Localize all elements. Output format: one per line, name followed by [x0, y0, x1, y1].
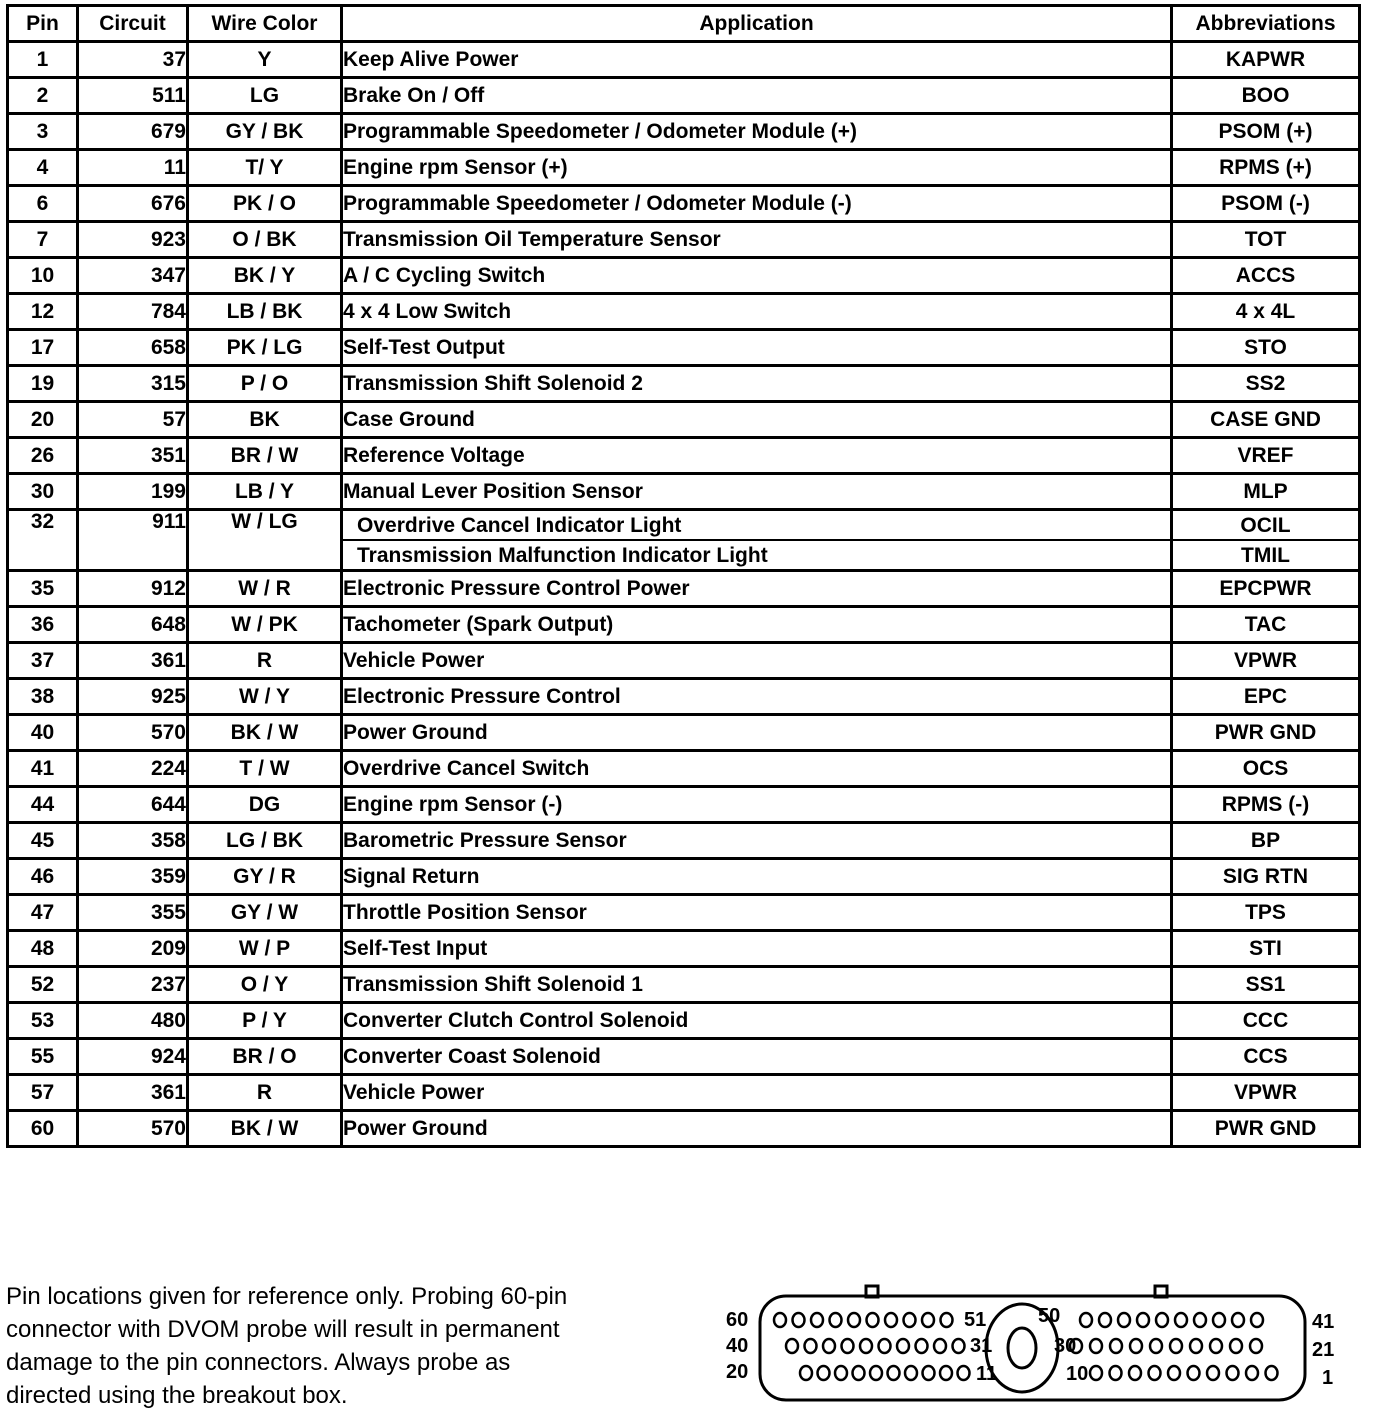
- pin-hole: [800, 1366, 812, 1380]
- wire-color-cell: LG / BK: [188, 823, 342, 859]
- table-row: [8, 967, 1360, 1003]
- wire-color-cell: W / LG: [188, 510, 342, 571]
- table-row: [8, 330, 1360, 366]
- abbreviation-cell: TOT: [1172, 222, 1360, 258]
- pin-hole: [934, 1339, 946, 1353]
- table-row: [8, 222, 1360, 258]
- circuit-cell: 924: [78, 1039, 188, 1075]
- abbreviation-cell: SS1: [1172, 967, 1360, 1003]
- pin-hole: [1227, 1366, 1239, 1380]
- wire-color-cell: PK / LG: [188, 330, 342, 366]
- svg-text:41: 41: [1312, 1311, 1335, 1333]
- circuit-cell: 199: [78, 474, 188, 510]
- wire-color-cell: GY / W: [188, 895, 342, 931]
- wire-color-cell: PK / O: [188, 186, 342, 222]
- circuit-cell: 224: [78, 751, 188, 787]
- pin-hole: [1110, 1366, 1122, 1380]
- pin-cell: 53: [8, 1003, 78, 1039]
- abbreviation-cell: SS2: [1172, 366, 1360, 402]
- application-cell: Self-Test Input: [342, 931, 1172, 967]
- pin-hole: [1099, 1313, 1111, 1327]
- pin-hole: [1130, 1339, 1142, 1353]
- table-row: [8, 1111, 1360, 1147]
- svg-text:11: 11: [976, 1363, 998, 1385]
- pinout-table: [6, 4, 1361, 1148]
- circuit-cell: 347: [78, 258, 188, 294]
- application-cell: Converter Clutch Control Solenoid: [342, 1003, 1172, 1039]
- application-cell: Tachometer (Spark Output): [342, 607, 1172, 643]
- pin-hole: [940, 1366, 952, 1380]
- circuit-cell: 480: [78, 1003, 188, 1039]
- wire-color-cell: O / Y: [188, 967, 342, 1003]
- pin-hole: [1266, 1366, 1278, 1380]
- header-application: Application: [342, 6, 1172, 42]
- wire-color-cell: W / R: [188, 571, 342, 607]
- table-row: [8, 679, 1360, 715]
- pin-hole: [1137, 1313, 1149, 1327]
- application-cell: Self-Test Output: [342, 330, 1172, 366]
- pin-hole: [958, 1366, 970, 1380]
- pin-hole: [823, 1339, 835, 1353]
- table-row: [8, 643, 1360, 679]
- wire-color-cell: LG: [188, 78, 342, 114]
- pin-hole: [905, 1366, 917, 1380]
- abbreviation-cell: CASE GND: [1172, 402, 1360, 438]
- pin-hole: [870, 1366, 882, 1380]
- circuit-cell: 315: [78, 366, 188, 402]
- pin-hole: [805, 1339, 817, 1353]
- pin-hole: [904, 1313, 916, 1327]
- pin-hole: [1168, 1366, 1180, 1380]
- table-row: [8, 931, 1360, 967]
- pin-hole: [1175, 1313, 1187, 1327]
- table-row: [8, 78, 1360, 114]
- header-row: [8, 6, 1360, 42]
- pin-cell: 38: [8, 679, 78, 715]
- wire-color-cell: T / W: [188, 751, 342, 787]
- circuit-cell: 923: [78, 222, 188, 258]
- abbreviation-cell: TAC: [1172, 607, 1360, 643]
- wire-color-cell: W / PK: [188, 607, 342, 643]
- abbreviation-cell: CCC: [1172, 1003, 1360, 1039]
- wire-color-cell: T/ Y: [188, 150, 342, 186]
- abbreviation-cell: TPS: [1172, 895, 1360, 931]
- abbreviation-cell: STO: [1172, 330, 1360, 366]
- header-pin: Pin: [8, 6, 78, 42]
- note-line: connector with DVOM probe will result in permanent: [6, 1316, 560, 1343]
- pin-hole: [1213, 1313, 1225, 1327]
- application-cell: Converter Coast Solenoid: [342, 1039, 1172, 1075]
- wire-color-cell: O / BK: [188, 222, 342, 258]
- pin-hole: [818, 1366, 830, 1380]
- abbreviation-cell: [1172, 510, 1360, 571]
- pin-hole: [848, 1313, 860, 1327]
- table-row: [8, 258, 1360, 294]
- circuit-cell: 11: [78, 150, 188, 186]
- circuit-cell: 648: [78, 607, 188, 643]
- application-cell: Engine rpm Sensor (-): [342, 787, 1172, 823]
- application-cell: Engine rpm Sensor (+): [342, 150, 1172, 186]
- svg-text:60: 60: [726, 1309, 749, 1331]
- pin-hole: [1090, 1366, 1102, 1380]
- pin-hole: [1149, 1366, 1161, 1380]
- pin-cell: 48: [8, 931, 78, 967]
- circuit-cell: 912: [78, 571, 188, 607]
- table-row: [8, 150, 1360, 186]
- pin-hole: [1232, 1313, 1244, 1327]
- abbreviation-cell: SIG RTN: [1172, 859, 1360, 895]
- wire-color-cell: LB / Y: [188, 474, 342, 510]
- svg-text:10: 10: [1066, 1363, 1089, 1385]
- pin-hole: [842, 1339, 854, 1353]
- wire-color-cell: BK / W: [188, 1111, 342, 1147]
- application-cell: A / C Cycling Switch: [342, 258, 1172, 294]
- application-cell: 4 x 4 Low Switch: [342, 294, 1172, 330]
- application-cell: Reference Voltage: [342, 438, 1172, 474]
- circuit-cell: 359: [78, 859, 188, 895]
- pin-hole: [774, 1313, 786, 1327]
- pin-hole: [941, 1313, 953, 1327]
- table-row: [8, 402, 1360, 438]
- abbreviation-cell: PWR GND: [1172, 715, 1360, 751]
- pin-hole: [830, 1313, 842, 1327]
- circuit-cell: 570: [78, 1111, 188, 1147]
- wire-color-cell: BK: [188, 402, 342, 438]
- svg-text:21: 21: [1312, 1339, 1335, 1361]
- circuit-cell: 676: [78, 186, 188, 222]
- pin-hole: [786, 1339, 798, 1353]
- pin-cell: 6: [8, 186, 78, 222]
- abbreviation-cell: ACCS: [1172, 258, 1360, 294]
- application-line: Overdrive Cancel Indicator Light: [357, 513, 682, 537]
- table-row: [8, 366, 1360, 402]
- circuit-cell: 658: [78, 330, 188, 366]
- pin-hole: [1210, 1339, 1222, 1353]
- application-cell: Barometric Pressure Sensor: [342, 823, 1172, 859]
- table-row: [8, 715, 1360, 751]
- pin-hole: [879, 1339, 891, 1353]
- circuit-cell: 358: [78, 823, 188, 859]
- pin-cell: 46: [8, 859, 78, 895]
- pin-cell: 19: [8, 366, 78, 402]
- pin-cell: 44: [8, 787, 78, 823]
- wire-color-cell: LB / BK: [188, 294, 342, 330]
- pin-hole: [1190, 1339, 1202, 1353]
- circuit-cell: 644: [78, 787, 188, 823]
- circuit-cell: 784: [78, 294, 188, 330]
- note-line: damage to the pin connectors. Always probe as: [6, 1349, 511, 1376]
- wire-color-cell: W / P: [188, 931, 342, 967]
- pin-hole: [1207, 1366, 1219, 1380]
- pin-cell: 47: [8, 895, 78, 931]
- application-cell: Power Ground: [342, 1111, 1172, 1147]
- abbreviation-cell: VPWR: [1172, 643, 1360, 679]
- pin-cell: 26: [8, 438, 78, 474]
- application-cell: Brake On / Off: [342, 78, 1172, 114]
- circuit-cell: 57: [78, 402, 188, 438]
- pin-cell: 20: [8, 402, 78, 438]
- abbreviation-cell: 4 x 4L: [1172, 294, 1360, 330]
- abbreviation-cell: STI: [1172, 931, 1360, 967]
- abbreviation-cell: VREF: [1172, 438, 1360, 474]
- abbreviation-cell: EPC: [1172, 679, 1360, 715]
- table-row: [8, 1003, 1360, 1039]
- pin-cell: 7: [8, 222, 78, 258]
- header-circuit: Circuit: [78, 6, 188, 42]
- table-row: [8, 823, 1360, 859]
- pin-hole: [1230, 1339, 1242, 1353]
- abbreviation-cell: EPCPWR: [1172, 571, 1360, 607]
- pin-cell: 40: [8, 715, 78, 751]
- svg-text:31: 31: [970, 1335, 993, 1357]
- application-cell: Transmission Shift Solenoid 1: [342, 967, 1172, 1003]
- header-wire-color: Wire Color: [188, 6, 342, 42]
- wire-color-cell: DG: [188, 787, 342, 823]
- pin-cell: 2: [8, 78, 78, 114]
- application-cell: Programmable Speedometer / Odometer Module (-): [342, 186, 1172, 222]
- svg-text:30: 30: [1054, 1335, 1077, 1357]
- table-row: [8, 294, 1360, 330]
- pin-hole: [793, 1313, 805, 1327]
- application-cell: Programmable Speedometer / Odometer Module (+): [342, 114, 1172, 150]
- pin-hole: [1251, 1313, 1263, 1327]
- pin-hole: [860, 1339, 872, 1353]
- pin-cell: 4: [8, 150, 78, 186]
- application-cell: Power Ground: [342, 715, 1172, 751]
- svg-text:40: 40: [726, 1335, 749, 1357]
- application-cell: [342, 510, 1172, 571]
- circuit-cell: 511: [78, 78, 188, 114]
- abbreviation-cell: VPWR: [1172, 1075, 1360, 1111]
- table-row: [8, 607, 1360, 643]
- pin-cell: 3: [8, 114, 78, 150]
- note-line: directed using the breakout box.: [6, 1382, 348, 1409]
- pin-hole: [897, 1339, 909, 1353]
- pin-hole: [867, 1313, 879, 1327]
- wire-color-cell: BK / Y: [188, 258, 342, 294]
- svg-text:1: 1: [1322, 1367, 1334, 1389]
- circuit-cell: 911: [78, 510, 188, 571]
- application-line: Transmission Malfunction Indicator Light: [343, 539, 1170, 569]
- abbreviation-cell: RPMS (-): [1172, 787, 1360, 823]
- abbreviation-line: TMIL: [1173, 539, 1358, 569]
- pin-cell: 41: [8, 751, 78, 787]
- application-cell: Electronic Pressure Control: [342, 679, 1172, 715]
- table-row-split: [8, 510, 1360, 571]
- pin-hole: [888, 1366, 900, 1380]
- table-row: [8, 787, 1360, 823]
- wire-color-cell: W / Y: [188, 679, 342, 715]
- pin-hole: [953, 1339, 965, 1353]
- table-row: [8, 859, 1360, 895]
- application-cell: Vehicle Power: [342, 1075, 1172, 1111]
- circuit-cell: 351: [78, 438, 188, 474]
- wire-color-cell: BR / O: [188, 1039, 342, 1075]
- pin-hole: [885, 1313, 897, 1327]
- pin-cell: 52: [8, 967, 78, 1003]
- table-row: [8, 186, 1360, 222]
- abbreviation-cell: BOO: [1172, 78, 1360, 114]
- abbreviation-cell: RPMS (+): [1172, 150, 1360, 186]
- pin-hole: [1150, 1339, 1162, 1353]
- wire-color-cell: P / Y: [188, 1003, 342, 1039]
- pin-cell: 12: [8, 294, 78, 330]
- abbreviation-cell: PSOM (+): [1172, 114, 1360, 150]
- abbreviation-cell: OCS: [1172, 751, 1360, 787]
- circuit-cell: 361: [78, 643, 188, 679]
- application-cell: Throttle Position Sensor: [342, 895, 1172, 931]
- note-line: Pin locations given for reference only. Probing 60-pin: [6, 1283, 568, 1310]
- abbreviation-cell: MLP: [1172, 474, 1360, 510]
- wire-color-cell: R: [188, 1075, 342, 1111]
- wire-color-cell: BK / W: [188, 715, 342, 751]
- header-abbreviations: Abbreviations: [1172, 6, 1360, 42]
- circuit-cell: 361: [78, 1075, 188, 1111]
- pin-cell: 37: [8, 643, 78, 679]
- table-row: [8, 42, 1360, 78]
- pin-cell: 36: [8, 607, 78, 643]
- abbreviation-cell: CCS: [1172, 1039, 1360, 1075]
- abbreviation-cell: BP: [1172, 823, 1360, 859]
- table-row: [8, 1075, 1360, 1111]
- table-row: [8, 571, 1360, 607]
- circuit-cell: 679: [78, 114, 188, 150]
- abbreviation-cell: PWR GND: [1172, 1111, 1360, 1147]
- pin-cell: 60: [8, 1111, 78, 1147]
- application-cell: Electronic Pressure Control Power: [342, 571, 1172, 607]
- application-cell: Transmission Shift Solenoid 2: [342, 366, 1172, 402]
- application-cell: Manual Lever Position Sensor: [342, 474, 1172, 510]
- abbreviation-line: OCIL: [1240, 513, 1291, 537]
- pin-hole: [1170, 1339, 1182, 1353]
- application-cell: Case Ground: [342, 402, 1172, 438]
- application-cell: Keep Alive Power: [342, 42, 1172, 78]
- wire-color-cell: GY / R: [188, 859, 342, 895]
- connector-diagram: [720, 1280, 1340, 1405]
- pin-cell: 57: [8, 1075, 78, 1111]
- pin-hole: [835, 1366, 847, 1380]
- wire-color-cell: BR / W: [188, 438, 342, 474]
- application-cell: Vehicle Power: [342, 643, 1172, 679]
- pin-hole: [1246, 1366, 1258, 1380]
- application-cell: Overdrive Cancel Switch: [342, 751, 1172, 787]
- table-row: [8, 474, 1360, 510]
- application-cell: Transmission Oil Temperature Sensor: [342, 222, 1172, 258]
- pin-hole: [1250, 1339, 1262, 1353]
- circuit-cell: 37: [78, 42, 188, 78]
- pin-hole: [923, 1366, 935, 1380]
- circuit-cell: 237: [78, 967, 188, 1003]
- table-row: [8, 751, 1360, 787]
- wire-color-cell: P / O: [188, 366, 342, 402]
- pin-hole: [1118, 1313, 1130, 1327]
- svg-text:50: 50: [1038, 1305, 1061, 1327]
- pin-hole: [1156, 1313, 1168, 1327]
- pin-hole: [1090, 1339, 1102, 1353]
- pin-hole: [1194, 1313, 1206, 1327]
- pin-hole: [1110, 1339, 1122, 1353]
- circuit-cell: 925: [78, 679, 188, 715]
- pin-cell: 30: [8, 474, 78, 510]
- table-row: [8, 1039, 1360, 1075]
- abbreviation-cell: PSOM (-): [1172, 186, 1360, 222]
- pin-cell: 10: [8, 258, 78, 294]
- circuit-cell: 209: [78, 931, 188, 967]
- pin-hole: [1129, 1366, 1141, 1380]
- circuit-cell: 355: [78, 895, 188, 931]
- table-row: [8, 438, 1360, 474]
- abbreviation-cell: KAPWR: [1172, 42, 1360, 78]
- pin-cell: 35: [8, 571, 78, 607]
- circuit-cell: 570: [78, 715, 188, 751]
- wire-color-cell: GY / BK: [188, 114, 342, 150]
- application-cell: Signal Return: [342, 859, 1172, 895]
- pin-hole: [1188, 1366, 1200, 1380]
- pin-cell: 1: [8, 42, 78, 78]
- table-row: [8, 895, 1360, 931]
- pin-cell: 32: [8, 510, 78, 571]
- pin-hole: [1080, 1313, 1092, 1327]
- table-row: [8, 114, 1360, 150]
- wire-color-cell: R: [188, 643, 342, 679]
- pin-hole: [853, 1366, 865, 1380]
- pin-cell: 45: [8, 823, 78, 859]
- pin-cell: 55: [8, 1039, 78, 1075]
- pin-hole: [916, 1339, 928, 1353]
- wire-color-cell: Y: [188, 42, 342, 78]
- pin-cell: 17: [8, 330, 78, 366]
- warning-note: [6, 1280, 666, 1412]
- svg-text:51: 51: [964, 1309, 987, 1331]
- pin-hole: [811, 1313, 823, 1327]
- pin-hole: [922, 1313, 934, 1327]
- svg-text:20: 20: [726, 1361, 749, 1383]
